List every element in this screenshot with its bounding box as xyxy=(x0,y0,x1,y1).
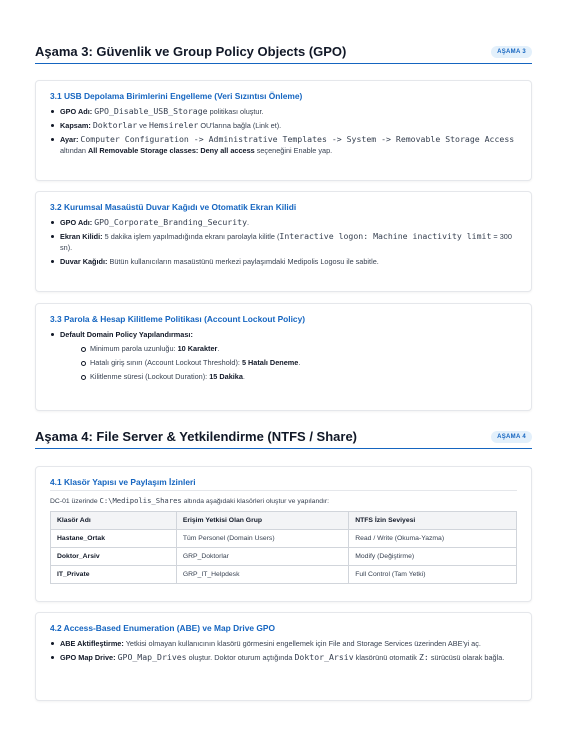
item-text: . xyxy=(242,372,245,381)
item-text: Kilitlenme süresi (Lockout Duration): xyxy=(90,372,210,381)
table-cell: Full Control (Tam Yetki) xyxy=(349,566,517,584)
list-item xyxy=(50,231,517,253)
item-text: OU'larına bağla (Link et). xyxy=(198,121,282,130)
card-abe-map-drive xyxy=(35,612,532,701)
item-label: GPO Adı: xyxy=(60,218,93,227)
column-header: Erişim Yetkisi Olan Grup xyxy=(176,512,348,530)
item-text: altında aşağıdaki klasörleri oluştur ve yapılandır: xyxy=(181,498,330,505)
item-text: . xyxy=(217,344,220,353)
permissions-table xyxy=(50,511,517,584)
item-text: DC-01 üzerinde xyxy=(50,498,100,505)
item-text: = 300 sn). xyxy=(60,232,512,252)
list-item xyxy=(50,106,517,117)
code-path: C:\Medipolis_Shares xyxy=(99,496,182,505)
card-usb-blocking xyxy=(35,80,532,181)
card-title: 4.2 Access-Based Enumeration (ABE) ve Map Drive GPO xyxy=(50,623,275,633)
item-label: Default Domain Policy Yapılandırması: xyxy=(60,330,193,339)
table-cell: GRP_IT_Helpdesk xyxy=(176,566,348,584)
table-cell: Hastane_Ortak xyxy=(51,530,177,548)
item-text: 5 dakika işlem yapılmadığında ekranı parolayla kilitle ( xyxy=(102,232,280,241)
card-folder-structure xyxy=(35,466,532,602)
item-text: sürücüsü olarak bağla. xyxy=(428,653,505,662)
table-row xyxy=(51,530,517,548)
item-bold: All Removable Storage classes: Deny all access xyxy=(88,146,255,155)
item-bold: 15 Dakika xyxy=(209,372,243,381)
table-cell: Doktor_Arsiv xyxy=(51,548,177,566)
item-text: seçeneğini Enable yap. xyxy=(254,146,333,155)
list-item xyxy=(50,120,517,131)
list-item xyxy=(50,638,517,649)
table-header-row xyxy=(51,512,517,530)
item-bold: 10 Karakter xyxy=(177,344,218,353)
item-list xyxy=(50,217,517,267)
item-list xyxy=(50,638,517,663)
list-item xyxy=(50,652,517,663)
list-item xyxy=(50,329,517,382)
item-text: Yetkisi olmayan kullanıcının klasörü görmesini engellemek için File and Storage Services üzerinden ABE'yi aç. xyxy=(123,639,481,648)
item-label: GPO Adı: xyxy=(60,107,93,116)
code-path: Computer Configuration -> Administrative Templates -> System -> Removable Storage Access xyxy=(80,134,515,144)
item-list xyxy=(50,329,517,382)
item-text: ve xyxy=(137,121,149,130)
code-ou: Hemsireler xyxy=(149,120,199,130)
item-bold: 5 Hatalı Deneme xyxy=(241,358,299,367)
stage3-header xyxy=(35,44,532,64)
code-setting: Interactive logon: Machine inactivity limit xyxy=(279,231,492,241)
code-drive: Z: xyxy=(418,652,429,662)
sub-item xyxy=(60,357,517,368)
item-text: Minimum parola uzunluğu: xyxy=(90,344,178,353)
item-label: Ayar: xyxy=(60,135,79,144)
item-text: politikası oluştur. xyxy=(207,107,264,116)
column-header: Klasör Adı xyxy=(51,512,177,530)
item-label: Kapsam: xyxy=(60,121,91,130)
card-title: 3.2 Kurumsal Masaüstü Duvar Kağıdı ve Otomatik Ekran Kilidi xyxy=(50,202,297,212)
table-cell: Modify (Değiştirme) xyxy=(349,548,517,566)
item-text: . xyxy=(247,218,250,227)
item-label: Ekran Kilidi: xyxy=(60,232,103,241)
stage4-badge: AŞAMA 4 xyxy=(491,431,532,443)
code-ou: Doktorlar xyxy=(92,120,138,130)
table-row xyxy=(51,566,517,584)
stage3-title: Aşama 3: Güvenlik ve Group Policy Objects (GPO) xyxy=(35,44,347,59)
item-text: Hatalı giriş sınırı (Account Lockout Threshold): xyxy=(90,358,242,367)
item-label: GPO Map Drive: xyxy=(60,653,116,662)
item-text: oluştur. Doktor oturum açtığında xyxy=(186,653,295,662)
list-item xyxy=(50,217,517,228)
stage3-badge: AŞAMA 3 xyxy=(491,46,532,58)
table-cell: Read / Write (Okuma-Yazma) xyxy=(349,530,517,548)
card-lockout-policy xyxy=(35,303,532,411)
card-title: 4.1 Klasör Yapısı ve Paylaşım İzinleri xyxy=(50,477,517,491)
column-header: NTFS İzin Seviyesi xyxy=(349,512,517,530)
card-title: 3.3 Parola & Hesap Kilitleme Politikası (Account Lockout Policy) xyxy=(50,314,306,324)
item-label: ABE Aktifleştirme: xyxy=(60,639,124,648)
sub-list xyxy=(60,343,517,382)
card-title: 3.1 USB Depolama Birimlerini Engelleme (Veri Sızıntısı Önleme) xyxy=(50,91,303,101)
code-gpo-name: GPO_Disable_USB_Storage xyxy=(94,106,208,116)
stage4-title: Aşama 4: File Server & Yetkilendirme (NTFS / Share) xyxy=(35,429,357,444)
list-item xyxy=(50,134,517,156)
table-row xyxy=(51,548,517,566)
table-cell: IT_Private xyxy=(51,566,177,584)
table-cell: GRP_Doktorlar xyxy=(176,548,348,566)
item-list xyxy=(50,106,517,156)
item-text: klasörünü otomatik xyxy=(353,653,419,662)
card-description xyxy=(50,496,517,505)
stage4-header xyxy=(35,429,532,449)
code-folder: Doktor_Arsiv xyxy=(294,652,354,662)
item-label: Duvar Kağıdı: xyxy=(60,257,108,266)
item-text: Bütün kullanıcıların masaüstünü merkezi paylaşımdaki Medipolis Logosu ile sabitle. xyxy=(107,257,379,266)
card-wallpaper-lock xyxy=(35,191,532,292)
table-cell: Tüm Personel (Domain Users) xyxy=(176,530,348,548)
code-gpo-name: GPO_Corporate_Branding_Security xyxy=(94,217,248,227)
item-text: altından xyxy=(60,146,88,155)
sub-item xyxy=(60,343,517,354)
item-text: . xyxy=(298,358,301,367)
code-gpo-name: GPO_Map_Drives xyxy=(117,652,187,662)
sub-item xyxy=(60,371,517,382)
list-item xyxy=(50,256,517,267)
